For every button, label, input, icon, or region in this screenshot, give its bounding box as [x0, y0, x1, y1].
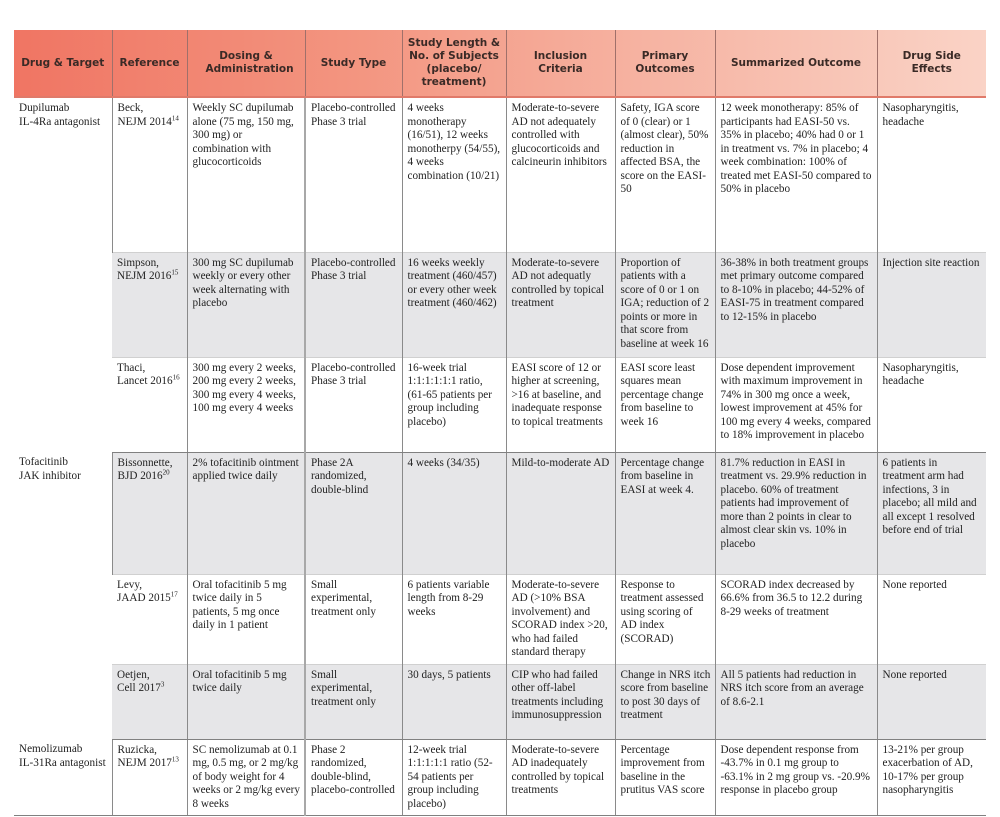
reference-journal: BJD 2016: [117, 470, 163, 482]
summarized-outcome-cell: Dose dependent response from -43.7% in 0.1 mg group to -63.1% in 2 mg group vs. -20.9% response in placebo group: [715, 739, 877, 816]
reference-citation-number: 16: [172, 373, 180, 382]
header-dosing: Dosing & Administration: [187, 30, 305, 97]
inclusion-criteria-cell: Moderate-to-severe AD (>10% BSA involvement) and SCORAD index >20, who had failed standard therapy: [506, 574, 615, 664]
table-row: [14, 664, 986, 739]
clinical-trials-table-container: [14, 30, 986, 816]
study-type-cell: Phase 2 randomized, double-blind, placebo-controlled: [305, 739, 402, 816]
drug-target-cell: [14, 97, 112, 452]
inclusion-criteria-cell: EASI score of 12 or higher at screening, >16 at baseline, and inadequate response to topical treatments: [506, 357, 615, 452]
primary-outcomes-cell: Safety, IGA score of 0 (clear) or 1 (almost clear), 50% reduction in affected BSA, the score on the EASI-50: [615, 97, 715, 252]
header-inclusion-criteria: Inclusion Criteria: [506, 30, 615, 97]
reference-cell: [112, 664, 187, 739]
header-summarized-outcome: Summarized Outcome: [715, 30, 877, 97]
study-length-cell: 4 weeks (34/35): [402, 452, 506, 574]
side-effects-cell: 6 patients in treatment arm had infections, 3 in placebo; all mild and all except 1 resolved before end of trial: [877, 452, 986, 574]
study-type-cell: Small experimental, treatment only: [305, 664, 402, 739]
reference-author: Oetjen,: [117, 668, 150, 681]
dosing-cell: 300 mg every 2 weeks, 200 mg every 2 weeks, 300 mg every 4 weeks, 100 mg every 4 weeks: [187, 357, 305, 452]
table-body: [14, 97, 986, 816]
table-row: [14, 452, 986, 574]
study-length-cell: 6 patients variable length from 8-29 weeks: [402, 574, 506, 664]
reference-citation-number: 3: [160, 680, 165, 689]
drug-name: Nemolizumab: [19, 743, 83, 755]
reference-citation-number: 14: [171, 113, 179, 122]
study-type-cell: Small experimental, treatment only: [305, 574, 402, 664]
reference-cell: [112, 452, 187, 574]
side-effects-cell: 13-21% per group exacerbation of AD, 10-17% per group nasopharyngitis: [877, 739, 986, 816]
header-side-effects: Drug Side Effects: [877, 30, 986, 97]
dosing-cell: 2% tofacitinib ointment applied twice daily: [187, 452, 305, 574]
reference-citation-number: 15: [171, 268, 179, 277]
side-effects-cell: None reported: [877, 574, 986, 664]
inclusion-criteria-cell: Moderate-to-severe AD not adequatly controlled by topical treatment: [506, 252, 615, 357]
reference-author: Ruzicka,: [117, 743, 157, 756]
dosing-cell: SC nemolizumab at 0.1 mg, 0.5 mg, or 2 mg/kg of body weight for 4 weeks or 2 mg/kg every 8 weeks: [187, 739, 305, 816]
reference-journal: NEJM 2014: [117, 115, 172, 128]
study-length-cell: 12-week trial 1:1:1:1:1 ratio (52-54 patients per group including placebo): [402, 739, 506, 816]
drug-target-cell: [14, 739, 112, 816]
header-study-type: Study Type: [305, 30, 402, 97]
reference-author: Simpson,: [117, 256, 159, 269]
reference-citation-number: 20: [162, 468, 170, 477]
table-row: [14, 252, 986, 357]
study-type-cell: Placebo-controlled Phase 3 trial: [305, 97, 402, 252]
reference-journal: NEJM 2016: [117, 270, 172, 282]
study-type-cell: Placebo-controlled Phase 3 trial: [305, 252, 402, 357]
side-effects-cell: None reported: [877, 664, 986, 739]
summarized-outcome-cell: 12 week monotherapy: 85% of participants had EASI-50 vs. 35% in placebo; 40% had 0 or 1 in treatment vs. 7% in placebo; 4 week combination: 100% of treated met EASI-50 compared to 50% in placebo: [715, 97, 877, 252]
primary-outcomes-cell: Proportion of patients with a score of 0 or 1 on IGA; reduction of 2 points or more in that score from baseline at week 16: [615, 252, 715, 357]
study-length-cell: 16 weeks weekly treatment (460/457) or every other week treatment (460/462): [402, 252, 506, 357]
dosing-cell: 300 mg SC dupilumab weekly or every other week alternating with placebo: [187, 252, 305, 357]
reference-journal: NEJM 2017: [117, 757, 172, 769]
reference-citation-number: 13: [171, 755, 179, 764]
dosing-cell: Weekly SC dupilumab alone (75 mg, 150 mg, 300 mg) or combination with glucocorticoids: [187, 97, 305, 252]
drug-target: IL-31Ra antagonist: [19, 756, 106, 769]
study-length-cell: 30 days, 5 patients: [402, 664, 506, 739]
inclusion-criteria-cell: Moderate-to-severe AD not adequately controlled with glucocorticoids and calcineurin inhibitors: [506, 97, 615, 252]
table-row: [14, 574, 986, 664]
primary-outcomes-cell: Response to treatment assessed using scoring of AD index (SCORAD): [615, 574, 715, 664]
dosing-cell: Oral tofacitinib 5 mg twice daily in 5 patients, 5 mg once daily in 1 patient: [187, 574, 305, 664]
table-row: [14, 739, 986, 816]
study-length-cell: 16-week trial 1:1:1:1:1:1 ratio, (61-65 patients per group including placebo): [402, 357, 506, 452]
dosing-cell: Oral tofacitinib 5 mg twice daily: [187, 664, 305, 739]
inclusion-criteria-cell: Moderate-to-severe AD inadequately controlled by topical treatments: [506, 739, 615, 816]
table-row: [14, 97, 986, 252]
study-length-cell: 4 weeks monotherapy (16/51), 12 weeks monotherpy (54/55), 4 weeks combination (10/21): [402, 97, 506, 252]
table-header-row: [14, 30, 986, 97]
summarized-outcome-cell: 36-38% in both treatment groups met primary outcome compared to 8-10% in placebo; 44-52% of EASI-75 in treatment compared to 12-15% in placebo: [715, 252, 877, 357]
drug-target: IL-4Ra antagonist: [19, 115, 101, 128]
reference-cell: [112, 97, 187, 252]
table-row: [14, 357, 986, 452]
primary-outcomes-cell: Change in NRS itch score from baseline to post 30 days of treatment: [615, 664, 715, 739]
reference-cell: [112, 739, 187, 816]
reference-author: Beck,: [117, 102, 144, 114]
header-drug-target: Drug & Target: [14, 30, 112, 97]
primary-outcomes-cell: EASI score least squares mean percentage change from baseline to week 16: [615, 357, 715, 452]
side-effects-cell: Nasopharyngitis, headache: [877, 357, 986, 452]
drug-target: JAK inhibitor: [19, 469, 81, 482]
inclusion-criteria-cell: Mild-to-moderate AD: [506, 452, 615, 574]
reference-citation-number: 17: [170, 590, 178, 599]
summarized-outcome-cell: 81.7% reduction in EASI in treatment vs. 29.9% reduction in placebo. 60% of treatment patients had improvement of more than 2 points in clear to almost clear skin vs. 10% in placebo: [715, 452, 877, 574]
reference-cell: [112, 357, 187, 452]
reference-author: Bissonnette,: [117, 456, 173, 469]
clinical-trials-table: [14, 30, 986, 816]
reference-author: Thaci,: [117, 361, 146, 374]
reference-cell: [112, 574, 187, 664]
study-type-cell: Placebo-controlled Phase 3 trial: [305, 357, 402, 452]
summarized-outcome-cell: SCORAD index decreased by 66.6% from 36.5 to 12.2 during 8-29 weeks of treatment: [715, 574, 877, 664]
reference-journal: JAAD 2015: [117, 592, 171, 604]
inclusion-criteria-cell: CIP who had failed other off-label treatments including immunosuppression: [506, 664, 615, 739]
reference-cell: [112, 252, 187, 357]
study-type-cell: Phase 2A randomized, double-blind: [305, 452, 402, 574]
drug-name: Tofacitinib: [19, 456, 68, 468]
reference-journal: Cell 2017: [117, 682, 161, 694]
header-reference: Reference: [112, 30, 187, 97]
drug-name: Dupilumab: [19, 102, 70, 114]
primary-outcomes-cell: Percentage change from baseline in EASI at week 4.: [615, 452, 715, 574]
drug-target-cell: [14, 452, 112, 739]
side-effects-cell: Nasopharyngitis, headache: [877, 97, 986, 252]
side-effects-cell: Injection site reaction: [877, 252, 986, 357]
header-primary-outcomes: Primary Outcomes: [615, 30, 715, 97]
primary-outcomes-cell: Percentage improvement from baseline in the prutitus VAS score: [615, 739, 715, 816]
reference-journal: Lancet 2016: [117, 375, 173, 387]
reference-author: Levy,: [117, 578, 143, 591]
summarized-outcome-cell: All 5 patients had reduction in NRS itch score from an average of 8.6-2.1: [715, 664, 877, 739]
header-study-length: Study Length & No. of Subjects (placebo/ treatment): [402, 30, 506, 97]
summarized-outcome-cell: Dose dependent improvement with maximum improvement in 74% in 300 mg once a week, lowest improvement at 45% for 100 mg every 4 weeks, compared to 18% improvement in placebo: [715, 357, 877, 452]
